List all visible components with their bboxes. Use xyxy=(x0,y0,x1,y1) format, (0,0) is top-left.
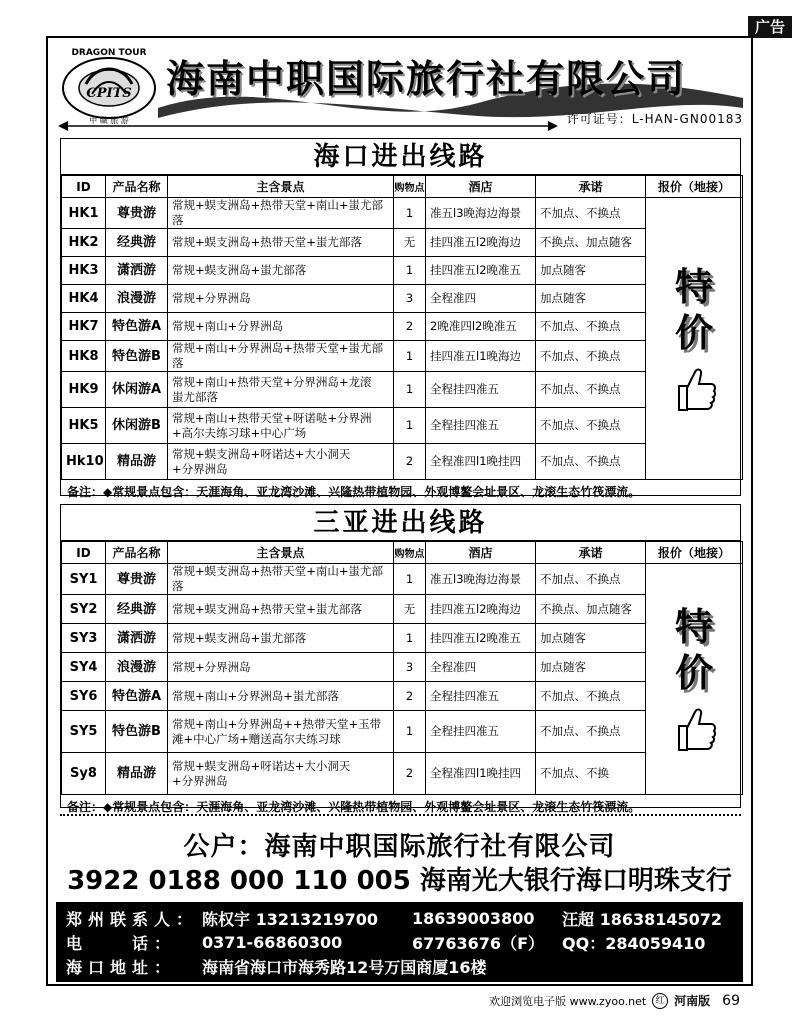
header xyxy=(48,38,751,136)
route-promise: 不加点、不换点 xyxy=(536,313,646,341)
table-row xyxy=(62,624,743,653)
route-name: 精品游 xyxy=(106,753,168,795)
route-promise: 不加点、不换点 xyxy=(536,682,646,711)
route-spots: 常规+南山+分界洲岛 xyxy=(168,313,394,341)
route-promise: 不换点、加点随客 xyxy=(536,229,646,257)
table-row xyxy=(62,564,743,595)
route-hotel: 2晚准四l2晚准五 xyxy=(426,313,536,341)
route-name: 特色游B xyxy=(106,341,168,372)
route-name: 经典游 xyxy=(106,595,168,624)
route-shop-count: 2 xyxy=(394,682,426,711)
route-spots: 常规+分界洲岛 xyxy=(168,285,394,313)
table-row xyxy=(62,753,743,795)
route-id: SY3 xyxy=(62,624,106,653)
route-name: 特色游A xyxy=(106,682,168,711)
col-hotel: 酒店 xyxy=(426,542,536,564)
table-header-row xyxy=(62,176,743,198)
route-shop-count: 无 xyxy=(394,595,426,624)
col-shop: 购物点 xyxy=(394,176,426,198)
thumbs-up-icon xyxy=(671,704,717,754)
route-promise: 加点随客 xyxy=(536,624,646,653)
table-row xyxy=(62,653,743,682)
route-hotel: 准五l3晚海边海景 xyxy=(426,564,536,595)
special-price-cell xyxy=(646,198,743,480)
route-hotel: 挂四准五l1晚海边 xyxy=(426,341,536,372)
contact-address: 海南省海口市海秀路12号万国商厦16楼 xyxy=(202,957,487,977)
col-hotel: 酒店 xyxy=(426,176,536,198)
route-id: SY2 xyxy=(62,595,106,624)
route-shop-count: 无 xyxy=(394,229,426,257)
route-spots: 常规+南山+分界洲岛+热带天堂+蚩尤部落 xyxy=(168,341,394,372)
route-shop-count: 1 xyxy=(394,711,426,753)
route-shop-count: 3 xyxy=(394,653,426,682)
route-spots: 常规+南山+热带天堂+呀诺哒+分界洲 +高尔夫练习球+中心广场 xyxy=(168,408,394,444)
footer-edition: 河南版 xyxy=(674,994,711,1008)
route-shop-count: 2 xyxy=(394,444,426,480)
route-spots: 常规+南山+热带天堂+分界洲岛+龙滚 蚩尤部落 xyxy=(168,372,394,408)
route-id: HK2 xyxy=(62,229,106,257)
route-spots: 常规+蜈支洲岛+热带天堂+南山+蚩尤部落 xyxy=(168,198,394,229)
col-price: 报价（地接） xyxy=(646,542,743,564)
route-spots: 常规+蜈支洲岛+呀诺达+大小洞天 +分界洲岛 xyxy=(168,444,394,480)
table-row xyxy=(62,711,743,753)
route-id: Hk10 xyxy=(62,444,106,480)
route-promise: 不加点、不换点 xyxy=(536,408,646,444)
route-shop-count: 1 xyxy=(394,341,426,372)
col-promise: 承诺 xyxy=(536,542,646,564)
route-name: 潇洒游 xyxy=(106,257,168,285)
route-promise: 不加点、不换点 xyxy=(536,372,646,408)
svg-text:中 職 旅 游: 中 職 旅 游 xyxy=(89,116,129,124)
col-spots: 主含景点 xyxy=(168,542,394,564)
contact-row-phone xyxy=(66,930,733,954)
route-id: Sy8 xyxy=(62,753,106,795)
route-shop-count: 1 xyxy=(394,624,426,653)
route-hotel: 全程准四 xyxy=(426,285,536,313)
svg-text:DRAGON TOUR: DRAGON TOUR xyxy=(71,48,147,58)
route-id: HK1 xyxy=(62,198,106,229)
route-hotel: 全程挂四准五 xyxy=(426,711,536,753)
contact-label: 海口地址： xyxy=(66,957,177,977)
special-price-cell xyxy=(646,564,743,795)
route-shop-count: 1 xyxy=(394,372,426,408)
col-name: 产品名称 xyxy=(106,176,168,198)
license-number: 许可证号：L-HAN-GN00183 xyxy=(566,112,743,126)
route-shop-count: 1 xyxy=(394,408,426,444)
route-id: HK5 xyxy=(62,408,106,444)
route-id: SY5 xyxy=(62,711,106,753)
route-name: 尊贵游 xyxy=(106,564,168,595)
contact-phone: 18639003800 xyxy=(412,908,535,928)
table-row xyxy=(62,595,743,624)
col-shop: 购物点 xyxy=(394,542,426,564)
route-note: 备注：◆常规景点包含：天涯海角、亚龙湾沙滩、兴隆热带植物园、外观博鳌会址景区、龙滚生态竹筏漂流。 xyxy=(67,800,641,814)
route-id: SY4 xyxy=(62,653,106,682)
sanya-rows xyxy=(62,564,743,795)
route-promise: 加点随客 xyxy=(536,285,646,313)
table-row xyxy=(62,408,743,444)
arrow-line-icon xyxy=(58,120,558,132)
col-id: ID xyxy=(62,542,106,564)
contact-phone: 0371-66860300 xyxy=(202,932,343,952)
route-spots: 常规+分界洲岛 xyxy=(168,653,394,682)
ad-frame xyxy=(46,36,753,986)
table-row xyxy=(62,444,743,480)
route-spots: 常规+蜈支洲岛+蚩尤部落 xyxy=(168,624,394,653)
route-hotel: 全程挂四准五 xyxy=(426,372,536,408)
route-spots: 常规+蜈支洲岛+热带天堂+蚩尤部落 xyxy=(168,595,394,624)
route-note: 备注：◆常规景点包含：天涯海角、亚龙湾沙滩、兴隆热带植物园、外观博鳌会址景区、龙滚生态竹筏漂流。 xyxy=(67,485,641,499)
route-shop-count: 2 xyxy=(394,313,426,341)
route-spots: 常规+蜈支洲岛+热带天堂+南山+蚩尤部落 xyxy=(168,564,394,595)
route-name: 经典游 xyxy=(106,229,168,257)
company-logo xyxy=(56,44,162,124)
route-name: 潇洒游 xyxy=(106,624,168,653)
account-number: 3922 0188 000 110 005 海南光大银行海口明珠支行 xyxy=(67,866,732,896)
special-price-text: 特 价 xyxy=(674,264,713,355)
page-footer xyxy=(489,992,740,1009)
route-shop-count: 1 xyxy=(394,198,426,229)
table-row xyxy=(62,313,743,341)
company-title: 海南中职国际旅行社有限公司 xyxy=(166,57,687,101)
route-name: 精品游 xyxy=(106,444,168,480)
sanya-routes-section xyxy=(60,504,741,814)
contact-qq: QQ：284059410 xyxy=(562,933,706,953)
contact-phone: 陈权宇 13213219700 xyxy=(202,909,379,929)
table-row xyxy=(62,372,743,408)
table-row xyxy=(62,229,743,257)
footer-circle-logo: 红 xyxy=(652,993,668,1009)
route-name: 休闲游A xyxy=(106,372,168,408)
contact-label: 电 话： xyxy=(66,933,177,953)
special-price-text: 特 价 xyxy=(674,605,713,695)
route-hotel: 全程准四 xyxy=(426,653,536,682)
route-hotel: 准五l3晚海边海景 xyxy=(426,198,536,229)
contact-phone: 汪超 18638145072 xyxy=(562,909,723,929)
contact-label: 郑州联系人： xyxy=(66,909,199,929)
route-hotel: 全程准四l1晚挂四 xyxy=(426,444,536,480)
route-hotel: 挂四准五l2晚准五 xyxy=(426,257,536,285)
col-id: ID xyxy=(62,176,106,198)
route-spots: 常规+蜈支洲岛+热带天堂+蚩尤部落 xyxy=(168,229,394,257)
contact-block xyxy=(56,902,743,982)
route-hotel: 全程挂四准五 xyxy=(426,408,536,444)
route-shop-count: 1 xyxy=(394,257,426,285)
contact-row-address xyxy=(66,954,733,978)
route-hotel: 全程挂四准五 xyxy=(426,682,536,711)
haikou-route-table xyxy=(61,175,743,480)
sanya-route-table xyxy=(61,541,743,795)
thumbs-up-icon xyxy=(671,364,717,414)
route-name: 特色游A xyxy=(106,313,168,341)
route-hotel: 挂四准五l2晚海边 xyxy=(426,229,536,257)
route-name: 休闲游B xyxy=(106,408,168,444)
table-row xyxy=(62,341,743,372)
col-promise: 承诺 xyxy=(536,176,646,198)
ad-label: 广告 xyxy=(748,16,792,38)
dotted-divider xyxy=(60,814,741,816)
section-title: 三亚进出线路 xyxy=(61,505,740,541)
route-spots: 常规+蜈支洲岛+蚩尤部落 xyxy=(168,257,394,285)
account-name: 公户：海南中职国际旅行社有限公司 xyxy=(183,832,616,862)
route-id: SY1 xyxy=(62,564,106,595)
table-row xyxy=(62,285,743,313)
table-row xyxy=(62,682,743,711)
route-spots: 常规+蜈支洲岛+呀诺达+大小洞天 +分界洲岛 xyxy=(168,753,394,795)
route-shop-count: 1 xyxy=(394,564,426,595)
section-title: 海口进出线路 xyxy=(61,139,740,175)
route-id: HK8 xyxy=(62,341,106,372)
contact-row-people xyxy=(66,906,733,930)
svg-text:CPITS: CPITS xyxy=(86,86,132,101)
route-promise: 加点随客 xyxy=(536,257,646,285)
table-header-row xyxy=(62,542,743,564)
route-promise: 不加点、不换点 xyxy=(536,711,646,753)
haikou-rows xyxy=(62,198,743,480)
page-number: 69 xyxy=(722,992,740,1009)
route-promise: 加点随客 xyxy=(536,653,646,682)
route-promise: 不加点、不换点 xyxy=(536,341,646,372)
route-name: 特色游B xyxy=(106,711,168,753)
route-promise: 不加点、不换点 xyxy=(536,444,646,480)
route-id: SY6 xyxy=(62,682,106,711)
route-id: HK3 xyxy=(62,257,106,285)
route-spots: 常规+南山+分界洲岛++热带天堂+玉带 滩+中心广场+赠送高尔夫练习球 xyxy=(168,711,394,753)
table-row xyxy=(62,257,743,285)
route-name: 尊贵游 xyxy=(106,198,168,229)
route-promise: 不加点、不换点 xyxy=(536,198,646,229)
haikou-routes-section xyxy=(60,138,741,499)
route-name: 浪漫游 xyxy=(106,285,168,313)
route-shop-count: 2 xyxy=(394,753,426,795)
route-hotel: 挂四准五l2晚海边 xyxy=(426,595,536,624)
route-id: HK7 xyxy=(62,313,106,341)
route-id: HK9 xyxy=(62,372,106,408)
route-shop-count: 3 xyxy=(394,285,426,313)
contact-fax: 67763676（F） xyxy=(412,933,544,953)
footer-website[interactable]: 欢迎浏览电子版 www.zyoo.net xyxy=(489,994,647,1008)
col-name: 产品名称 xyxy=(106,542,168,564)
route-hotel: 挂四准五l2晚准五 xyxy=(426,624,536,653)
route-hotel: 全程准四l1晚挂四 xyxy=(426,753,536,795)
col-spots: 主含景点 xyxy=(168,176,394,198)
route-id: HK4 xyxy=(62,285,106,313)
route-promise: 不加点、不换点 xyxy=(536,564,646,595)
route-promise: 不换点、加点随客 xyxy=(536,595,646,624)
table-row xyxy=(62,198,743,229)
col-price: 报价（地接） xyxy=(646,176,743,198)
route-name: 浪漫游 xyxy=(106,653,168,682)
route-spots: 常规+南山+分界洲岛+蚩尤部落 xyxy=(168,682,394,711)
route-promise: 不加点、不换 xyxy=(536,753,646,795)
